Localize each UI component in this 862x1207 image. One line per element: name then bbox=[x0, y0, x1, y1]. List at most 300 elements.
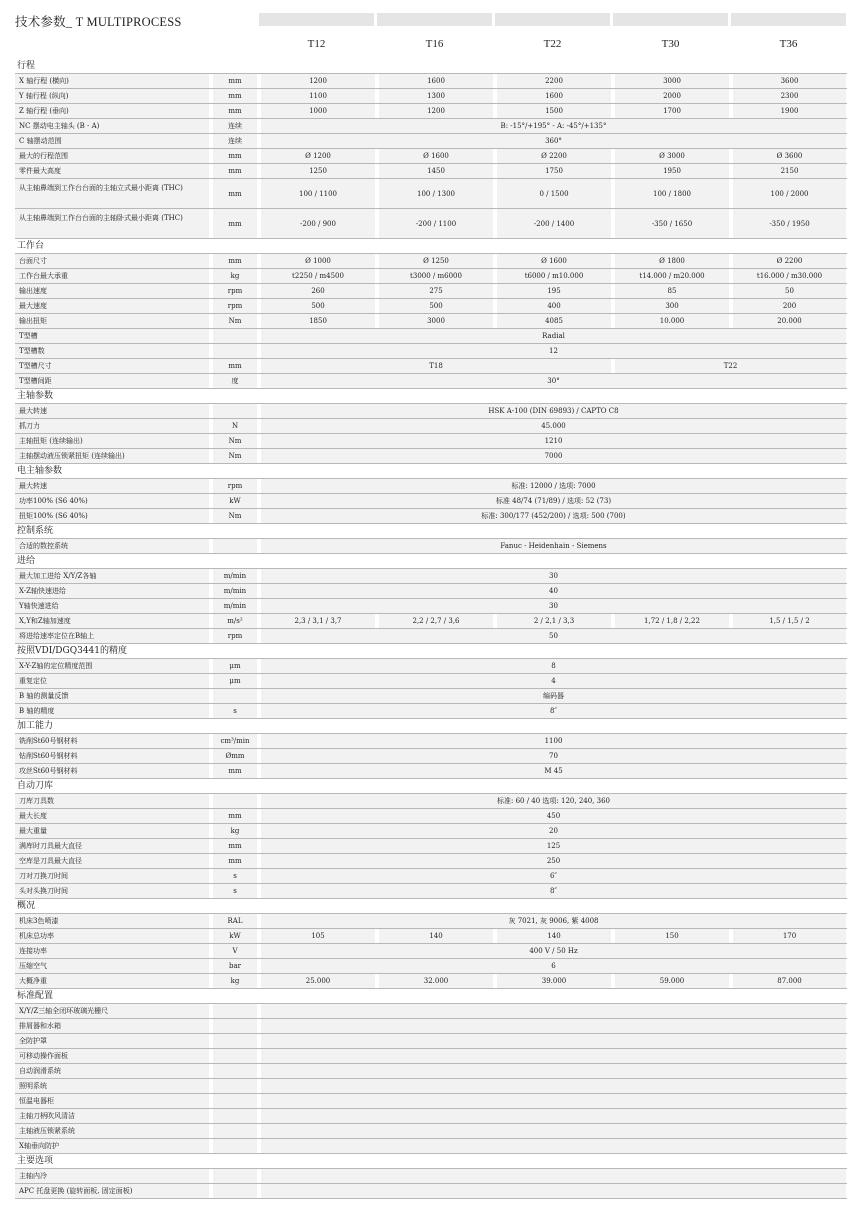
spec-label: C 轴摆动范围 bbox=[15, 134, 209, 148]
section-title: 自动刀库 bbox=[15, 779, 209, 793]
spec-label: 恒温电器柜 bbox=[15, 1094, 209, 1108]
unit-cell: m/min bbox=[213, 599, 257, 613]
spec-row bbox=[15, 104, 847, 119]
spec-label: T型槽 bbox=[15, 329, 209, 343]
value-cell: 32.000 bbox=[379, 974, 493, 988]
value-cell: 125 bbox=[261, 839, 846, 853]
unit-cell: mm bbox=[213, 164, 257, 178]
spec-row bbox=[15, 1169, 847, 1184]
spec-row bbox=[15, 344, 847, 359]
value-cell: 50 bbox=[733, 284, 846, 298]
value-cell: 1450 bbox=[379, 164, 493, 178]
spec-row bbox=[15, 884, 847, 899]
value-cell: 1200 bbox=[379, 104, 493, 118]
spec-label: T型槽尺寸 bbox=[15, 359, 209, 373]
spec-label: 工作台最大承重 bbox=[15, 269, 209, 283]
unit-cell bbox=[213, 59, 257, 73]
model-header-bar bbox=[495, 13, 610, 26]
value-cell bbox=[615, 524, 729, 538]
spec-row bbox=[15, 314, 847, 329]
model-label: T12 bbox=[307, 38, 326, 50]
value-cell bbox=[379, 554, 493, 568]
spec-row bbox=[15, 1049, 847, 1064]
unit-cell: mm bbox=[213, 209, 257, 238]
unit-cell bbox=[213, 1169, 257, 1183]
value-cell: T18 bbox=[261, 359, 611, 373]
spec-label: X,Y和Z轴加速度 bbox=[15, 614, 209, 628]
section-title: 标准配置 bbox=[15, 989, 209, 1003]
value-cell bbox=[615, 389, 729, 403]
value-cell: 标准: 300/177 (452/200) / 选项: 500 (700) bbox=[261, 509, 846, 523]
page-title: 技术参数_ T MULTIPROCESS bbox=[15, 15, 182, 29]
value-cell: -200 / 1400 bbox=[497, 209, 611, 238]
value-cell: 30 bbox=[261, 599, 846, 613]
unit-cell: m/min bbox=[213, 569, 257, 583]
value-cell bbox=[261, 1034, 846, 1048]
unit-cell: s bbox=[213, 884, 257, 898]
value-cell: t16.000 / m30.000 bbox=[733, 269, 846, 283]
value-cell bbox=[261, 1094, 846, 1108]
spec-row bbox=[15, 839, 847, 854]
spec-label: 台面尺寸 bbox=[15, 254, 209, 268]
model-label: T16 bbox=[425, 38, 444, 50]
spec-row bbox=[15, 929, 847, 944]
spec-label: 刀库刀具数 bbox=[15, 794, 209, 808]
unit-cell bbox=[213, 1109, 257, 1123]
value-cell: 1000 bbox=[261, 104, 375, 118]
spec-row bbox=[15, 689, 847, 704]
section-header-row bbox=[15, 1154, 847, 1169]
value-cell: Ø 1600 bbox=[497, 254, 611, 268]
value-cell: Ø 3000 bbox=[615, 149, 729, 163]
unit-cell: bar bbox=[213, 959, 257, 973]
unit-cell: mm bbox=[213, 89, 257, 103]
value-cell: Ø 1600 bbox=[379, 149, 493, 163]
value-cell: 2000 bbox=[615, 89, 729, 103]
value-cell: -350 / 1950 bbox=[733, 209, 846, 238]
value-cell bbox=[497, 389, 611, 403]
unit-cell bbox=[213, 719, 257, 733]
value-cell bbox=[733, 899, 846, 913]
unit-cell: Nm bbox=[213, 434, 257, 448]
spec-label: X/Y/Z三轴全闭环玻璃光栅尺 bbox=[15, 1004, 209, 1018]
value-cell bbox=[261, 644, 375, 658]
value-cell: 4 bbox=[261, 674, 846, 688]
model-header-bar bbox=[731, 13, 846, 26]
unit-cell bbox=[213, 554, 257, 568]
value-cell bbox=[733, 389, 846, 403]
spec-row bbox=[15, 1064, 847, 1079]
unit-cell: Ømm bbox=[213, 749, 257, 763]
value-cell: 360° bbox=[261, 134, 846, 148]
value-cell bbox=[261, 1139, 846, 1153]
value-cell: 1600 bbox=[497, 89, 611, 103]
value-cell: 59.000 bbox=[615, 974, 729, 988]
value-cell: 2200 bbox=[497, 74, 611, 88]
spec-label: X-Y-Z轴的定位精度范围 bbox=[15, 659, 209, 673]
value-cell: 45.000 bbox=[261, 419, 846, 433]
unit-cell bbox=[213, 1139, 257, 1153]
spec-label: 最大的行程范围 bbox=[15, 149, 209, 163]
unit-cell bbox=[213, 1049, 257, 1063]
section-title: 按照VDI/DGQ3441的精度 bbox=[15, 644, 209, 658]
unit-cell bbox=[213, 1154, 257, 1168]
spec-label: X 轴行程 (横向) bbox=[15, 74, 209, 88]
value-cell bbox=[261, 779, 375, 793]
spec-row bbox=[15, 1004, 847, 1019]
spec-row bbox=[15, 914, 847, 929]
spec-row bbox=[15, 329, 847, 344]
value-cell: 140 bbox=[379, 929, 493, 943]
spec-row bbox=[15, 299, 847, 314]
value-cell: 3600 bbox=[733, 74, 846, 88]
unit-cell: mm bbox=[213, 854, 257, 868]
unit-cell bbox=[213, 1124, 257, 1138]
value-cell: 20 bbox=[261, 824, 846, 838]
value-cell bbox=[261, 1184, 846, 1198]
unit-cell: rpm bbox=[213, 629, 257, 643]
value-cell bbox=[615, 989, 729, 1003]
section-header-row bbox=[15, 779, 847, 794]
value-cell bbox=[379, 464, 493, 478]
section-header-row bbox=[15, 524, 847, 539]
unit-cell: 度 bbox=[213, 374, 257, 388]
section-title: 加工能力 bbox=[15, 719, 209, 733]
value-cell: 100 / 1100 bbox=[261, 179, 375, 208]
spec-label: T型槽间距 bbox=[15, 374, 209, 388]
unit-cell: V bbox=[213, 944, 257, 958]
value-cell bbox=[615, 239, 729, 253]
value-cell bbox=[497, 554, 611, 568]
value-cell bbox=[261, 59, 375, 73]
value-cell: Ø 1800 bbox=[615, 254, 729, 268]
spec-label: 最大转速 bbox=[15, 404, 209, 418]
value-cell: HSK A-100 (DIN 69893) / CAPTO C8 bbox=[261, 404, 846, 418]
unit-cell: mm bbox=[213, 104, 257, 118]
unit-cell bbox=[213, 689, 257, 703]
value-cell bbox=[379, 59, 493, 73]
spec-row bbox=[15, 809, 847, 824]
value-cell: 500 bbox=[379, 299, 493, 313]
spec-row bbox=[15, 509, 847, 524]
value-cell bbox=[615, 1154, 729, 1168]
value-cell: 2150 bbox=[733, 164, 846, 178]
value-cell bbox=[497, 719, 611, 733]
section-header-row bbox=[15, 899, 847, 914]
value-cell: 30° bbox=[261, 374, 846, 388]
model-label: T36 bbox=[779, 38, 798, 50]
spec-row bbox=[15, 749, 847, 764]
spec-label: X轴垂向防护 bbox=[15, 1139, 209, 1153]
spec-table bbox=[15, 59, 847, 1199]
spec-row bbox=[15, 539, 847, 554]
spec-label: 最大加工进给 X/Y/Z各轴 bbox=[15, 569, 209, 583]
spec-row bbox=[15, 794, 847, 809]
value-cell bbox=[497, 899, 611, 913]
value-cell: 8″ bbox=[261, 704, 846, 718]
spec-label: 抓刀力 bbox=[15, 419, 209, 433]
unit-cell bbox=[213, 1079, 257, 1093]
spec-row bbox=[15, 629, 847, 644]
value-cell: 6 bbox=[261, 959, 846, 973]
value-cell: Ø 3600 bbox=[733, 149, 846, 163]
value-cell: 70 bbox=[261, 749, 846, 763]
spec-label: 攻丝St60号钢材料 bbox=[15, 764, 209, 778]
unit-cell bbox=[213, 644, 257, 658]
spec-row bbox=[15, 764, 847, 779]
value-cell bbox=[733, 554, 846, 568]
section-title: 工作台 bbox=[15, 239, 209, 253]
value-cell bbox=[497, 644, 611, 658]
value-cell bbox=[497, 779, 611, 793]
unit-cell bbox=[213, 1034, 257, 1048]
value-cell: 105 bbox=[261, 929, 375, 943]
unit-cell: Nm bbox=[213, 449, 257, 463]
value-cell: 标准: 60 / 40 选项: 120, 240, 360 bbox=[261, 794, 846, 808]
value-cell: 150 bbox=[615, 929, 729, 943]
value-cell: 500 bbox=[261, 299, 375, 313]
spec-row bbox=[15, 974, 847, 989]
spec-row bbox=[15, 359, 847, 374]
value-cell: Fanuc - Heidenhain - Siemens bbox=[261, 539, 846, 553]
value-cell: 1950 bbox=[615, 164, 729, 178]
value-cell: -200 / 900 bbox=[261, 209, 375, 238]
value-cell: T22 bbox=[615, 359, 846, 373]
spec-label: 将进给速率定位在B轴上 bbox=[15, 629, 209, 643]
spec-row bbox=[15, 134, 847, 149]
unit-cell: rpm bbox=[213, 479, 257, 493]
value-cell: 25.000 bbox=[261, 974, 375, 988]
value-cell bbox=[261, 899, 375, 913]
value-cell: -350 / 1650 bbox=[615, 209, 729, 238]
value-cell: 400 V / 50 Hz bbox=[261, 944, 846, 958]
value-cell bbox=[615, 59, 729, 73]
value-cell bbox=[261, 554, 375, 568]
value-cell: 1600 bbox=[379, 74, 493, 88]
value-cell: 195 bbox=[497, 284, 611, 298]
unit-cell bbox=[213, 389, 257, 403]
unit-cell bbox=[213, 329, 257, 343]
value-cell: 4085 bbox=[497, 314, 611, 328]
spec-row bbox=[15, 659, 847, 674]
spec-row bbox=[15, 1139, 847, 1154]
unit-cell bbox=[213, 1184, 257, 1198]
value-cell bbox=[733, 464, 846, 478]
value-cell bbox=[261, 239, 375, 253]
value-cell: Ø 1250 bbox=[379, 254, 493, 268]
spec-label: 扭矩100% (S6 40%) bbox=[15, 509, 209, 523]
value-cell: 450 bbox=[261, 809, 846, 823]
unit-cell: Nm bbox=[213, 314, 257, 328]
value-cell: 3000 bbox=[615, 74, 729, 88]
value-cell bbox=[379, 719, 493, 733]
spec-label: 排屑器和水箱 bbox=[15, 1019, 209, 1033]
spec-label: 功率100% (S6 40%) bbox=[15, 494, 209, 508]
unit-cell: N bbox=[213, 419, 257, 433]
value-cell bbox=[261, 1169, 846, 1183]
spec-label: 机床3色喷漆 bbox=[15, 914, 209, 928]
value-cell: 100 / 1800 bbox=[615, 179, 729, 208]
spec-row bbox=[15, 89, 847, 104]
spec-label: B 轴的精度 bbox=[15, 704, 209, 718]
value-cell: 6″ bbox=[261, 869, 846, 883]
spec-label: X-Z轴快速进给 bbox=[15, 584, 209, 598]
spec-row bbox=[15, 1079, 847, 1094]
value-cell: 87.000 bbox=[733, 974, 846, 988]
spec-label: 满库时刀具最大直径 bbox=[15, 839, 209, 853]
model-header-bar bbox=[259, 13, 374, 26]
spec-row bbox=[15, 1094, 847, 1109]
value-cell: 30 bbox=[261, 569, 846, 583]
value-cell bbox=[615, 779, 729, 793]
unit-cell: Nm bbox=[213, 509, 257, 523]
model-header-bar bbox=[613, 13, 728, 26]
unit-cell: mm bbox=[213, 839, 257, 853]
unit-cell bbox=[213, 794, 257, 808]
unit-cell bbox=[213, 1094, 257, 1108]
value-cell: 3000 bbox=[379, 314, 493, 328]
spec-row bbox=[15, 854, 847, 869]
spec-row bbox=[15, 599, 847, 614]
value-cell: 8 bbox=[261, 659, 846, 673]
value-cell: 2300 bbox=[733, 89, 846, 103]
value-cell bbox=[261, 1124, 846, 1138]
spec-row bbox=[15, 164, 847, 179]
unit-cell: RAL bbox=[213, 914, 257, 928]
spec-label: 主轴扭矩 (连续输出) bbox=[15, 434, 209, 448]
value-cell: 40 bbox=[261, 584, 846, 598]
spec-row bbox=[15, 74, 847, 89]
value-cell: 260 bbox=[261, 284, 375, 298]
spec-label: 合适的数控系统 bbox=[15, 539, 209, 553]
spec-label: 最大重量 bbox=[15, 824, 209, 838]
value-cell: Radial bbox=[261, 329, 846, 343]
value-cell bbox=[497, 239, 611, 253]
value-cell: 标准: 12000 / 选项: 7000 bbox=[261, 479, 846, 493]
unit-cell: 连续 bbox=[213, 134, 257, 148]
value-cell: 2 / 2,1 / 3,3 bbox=[497, 614, 611, 628]
spec-label: 头对头换刀时间 bbox=[15, 884, 209, 898]
unit-cell: mm bbox=[213, 254, 257, 268]
value-cell: 1,72 / 1,8 / 2,22 bbox=[615, 614, 729, 628]
spec-row bbox=[15, 479, 847, 494]
unit-cell: m/s² bbox=[213, 614, 257, 628]
value-cell: t6000 / m10.000 bbox=[497, 269, 611, 283]
value-cell: 250 bbox=[261, 854, 846, 868]
value-cell bbox=[615, 899, 729, 913]
value-cell: 1850 bbox=[261, 314, 375, 328]
value-cell: 1210 bbox=[261, 434, 846, 448]
spec-label: APC 托盘更换 (旋转面板, 固定面板) bbox=[15, 1184, 209, 1198]
spec-label: 机床总功率 bbox=[15, 929, 209, 943]
unit-cell: cm³/min bbox=[213, 734, 257, 748]
value-cell bbox=[733, 524, 846, 538]
unit-cell: 连续 bbox=[213, 119, 257, 133]
value-cell: 50 bbox=[261, 629, 846, 643]
value-cell bbox=[261, 1049, 846, 1063]
spec-label: 大概净重 bbox=[15, 974, 209, 988]
spec-row bbox=[15, 449, 847, 464]
spec-label: 连接功率 bbox=[15, 944, 209, 958]
spec-label: 自动润滑系统 bbox=[15, 1064, 209, 1078]
unit-cell: rpm bbox=[213, 299, 257, 313]
spec-label: 从主轴鼻端到工作台台面的主轴立式最小距离 (THC) bbox=[15, 179, 209, 208]
value-cell bbox=[733, 239, 846, 253]
section-header-row bbox=[15, 644, 847, 659]
model-label: T30 bbox=[661, 38, 680, 50]
spec-label: Y轴快速进给 bbox=[15, 599, 209, 613]
spec-row bbox=[15, 374, 847, 389]
value-cell bbox=[261, 1109, 846, 1123]
spec-label: 可移动操作面板 bbox=[15, 1049, 209, 1063]
spec-row bbox=[15, 179, 847, 209]
value-cell bbox=[261, 1004, 846, 1018]
value-cell: 10.000 bbox=[615, 314, 729, 328]
unit-cell bbox=[213, 779, 257, 793]
spec-label: Y 轴行程 (纵向) bbox=[15, 89, 209, 103]
value-cell: 1200 bbox=[261, 74, 375, 88]
value-cell bbox=[497, 464, 611, 478]
spec-label: 最大转速 bbox=[15, 479, 209, 493]
value-cell bbox=[733, 59, 846, 73]
value-cell bbox=[379, 239, 493, 253]
section-header-row bbox=[15, 719, 847, 734]
value-cell bbox=[379, 779, 493, 793]
unit-cell bbox=[213, 524, 257, 538]
spec-label: NC 摆动电主轴头 (B - A) bbox=[15, 119, 209, 133]
value-cell: 0 / 1500 bbox=[497, 179, 611, 208]
spec-label: 零件最大高度 bbox=[15, 164, 209, 178]
section-header-row bbox=[15, 989, 847, 1004]
unit-cell: s bbox=[213, 704, 257, 718]
spec-row bbox=[15, 269, 847, 284]
value-cell: 1,5 / 1,5 / 2 bbox=[733, 614, 846, 628]
spec-label: 输出扭矩 bbox=[15, 314, 209, 328]
value-cell: 1100 bbox=[261, 89, 375, 103]
value-cell: 标准 48/74 (71/89) / 选项: 52 (73) bbox=[261, 494, 846, 508]
spec-row bbox=[15, 824, 847, 839]
value-cell: 1500 bbox=[497, 104, 611, 118]
value-cell: 1750 bbox=[497, 164, 611, 178]
unit-cell bbox=[213, 1019, 257, 1033]
spec-label: 最大速度 bbox=[15, 299, 209, 313]
value-cell: Ø 2200 bbox=[733, 254, 846, 268]
spec-row bbox=[15, 149, 847, 164]
value-cell: 灰 7021, 灰 9006, 紫 4008 bbox=[261, 914, 846, 928]
spec-label: 重复定位 bbox=[15, 674, 209, 688]
value-cell: 39.000 bbox=[497, 974, 611, 988]
unit-cell: kg bbox=[213, 824, 257, 838]
spec-label: 从主轴鼻端到工作台台面的主轴卧式最小距离 (THC) bbox=[15, 209, 209, 238]
value-cell bbox=[615, 719, 729, 733]
value-cell: 170 bbox=[733, 929, 846, 943]
section-title: 主要选项 bbox=[15, 1154, 209, 1168]
value-cell: Ø 1000 bbox=[261, 254, 375, 268]
unit-cell bbox=[213, 239, 257, 253]
unit-cell bbox=[213, 404, 257, 418]
value-cell: 1250 bbox=[261, 164, 375, 178]
unit-cell bbox=[213, 989, 257, 1003]
section-header-row bbox=[15, 389, 847, 404]
value-cell bbox=[497, 1154, 611, 1168]
value-cell: 300 bbox=[615, 299, 729, 313]
unit-cell: rpm bbox=[213, 284, 257, 298]
value-cell: 275 bbox=[379, 284, 493, 298]
spec-row bbox=[15, 869, 847, 884]
spec-row bbox=[15, 959, 847, 974]
value-cell bbox=[261, 1064, 846, 1078]
unit-cell: mm bbox=[213, 74, 257, 88]
